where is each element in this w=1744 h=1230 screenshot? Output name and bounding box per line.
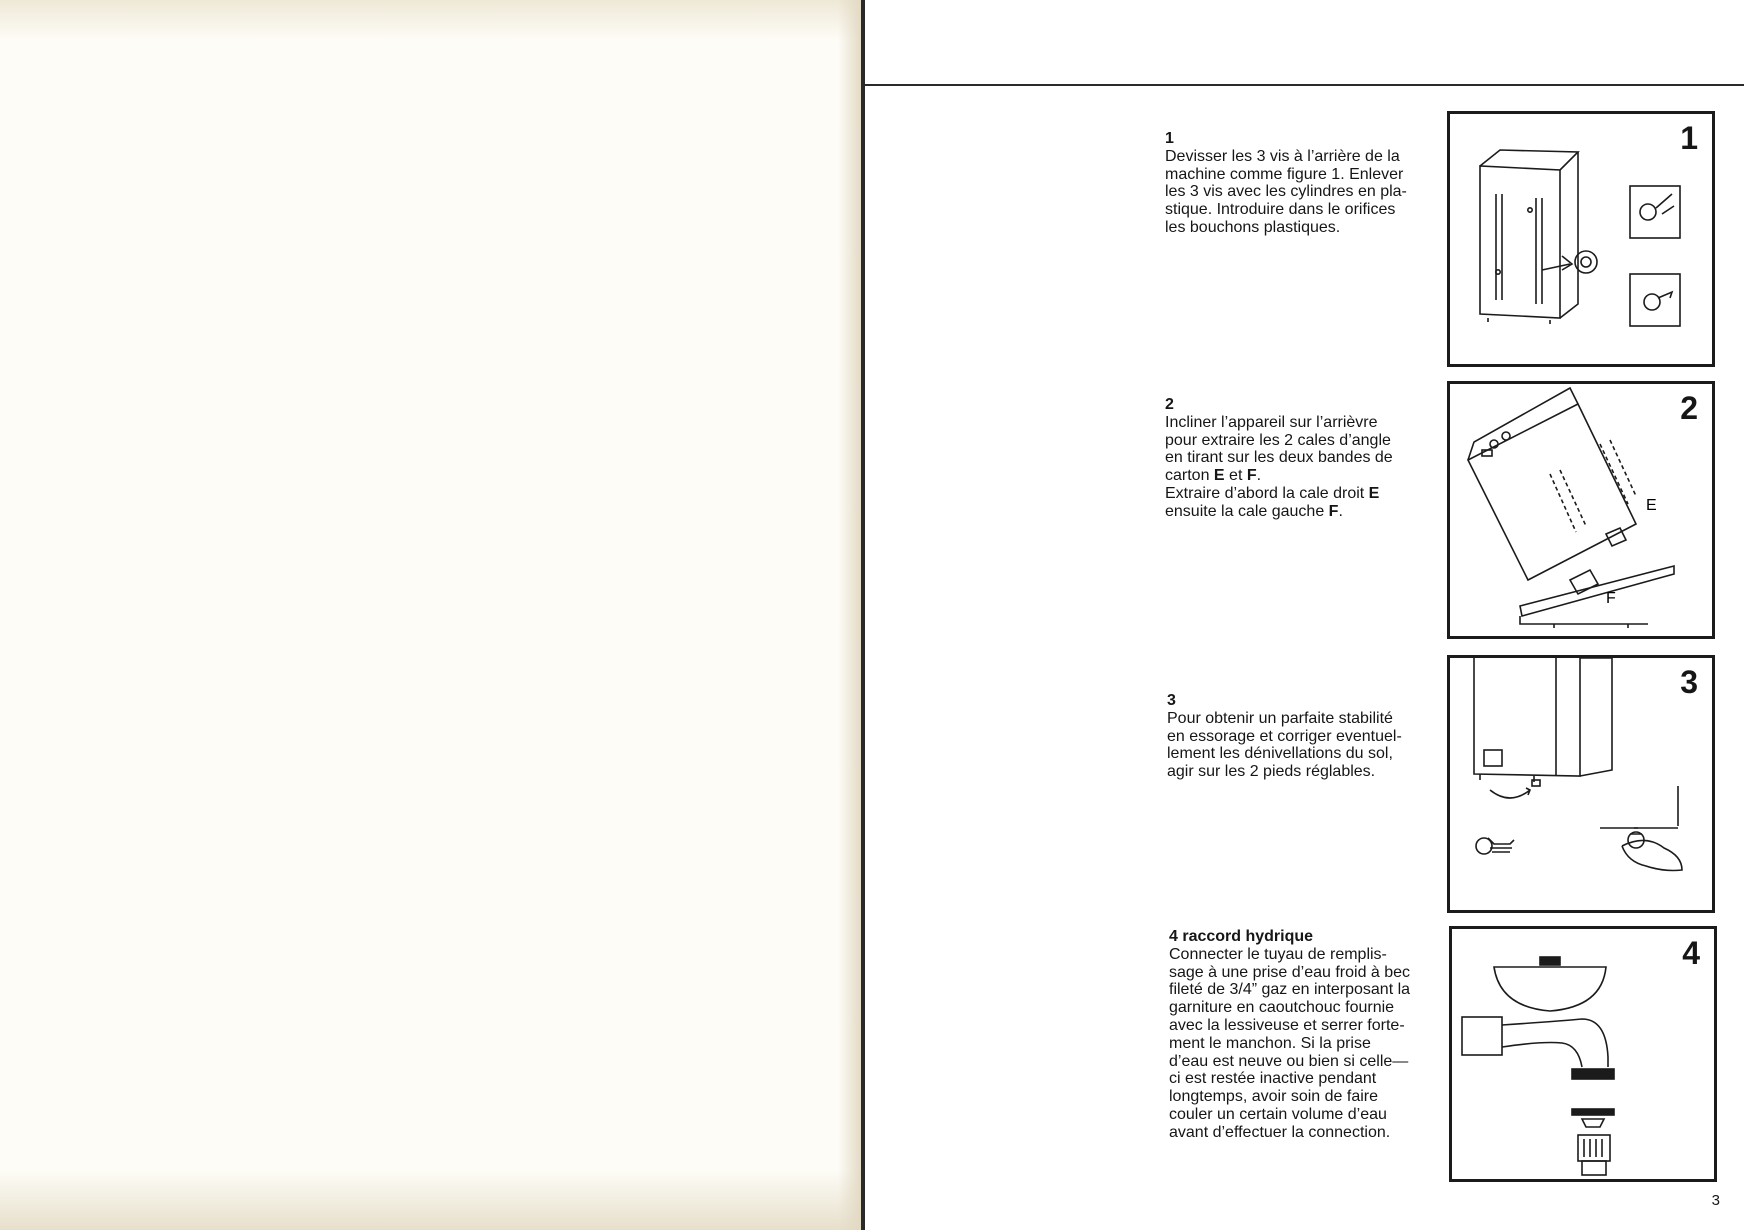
step-line: carton E et F. [1165,467,1262,485]
page-tint-top [0,0,862,40]
step-line: ment le manchon. Si la prise [1169,1034,1371,1052]
step-line: sage à une prise d’eau froid à bec [1169,963,1411,981]
step-line: en essorage et corriger eventuel- [1167,727,1402,745]
step-line: les 3 vis avec les cylindres en pla- [1165,183,1407,201]
figure-mark-e: E [1646,497,1657,514]
page-tint-bottom [0,1170,862,1230]
tilted-machine-corner-blocks-icon [1450,384,1712,636]
step-line: avec la lessiveuse et serrer forte- [1169,1016,1405,1034]
instruction-page [865,0,1744,1230]
figure-mark-f: F [1606,590,1616,607]
step-line: Pour obtenir un parfaite stabilité [1167,709,1393,727]
figure-number: 4 [1682,935,1700,971]
step-number: 2 [1165,396,1174,413]
step-line: machine comme figure 1. Enlever [1165,165,1404,183]
step-line: Connecter le tuyau de remplis- [1169,945,1387,963]
step-letter-emphasis: F [1328,502,1339,520]
step-line: avant d’effectuer la connection. [1169,1123,1391,1141]
step-1-text [1165,130,1427,237]
water-tap-connection-icon [1452,929,1714,1179]
step-letter-emphasis: E [1368,484,1380,502]
step-line: garniture en caoutchouc fournie [1169,999,1395,1017]
page-number: 3 [1711,1192,1720,1209]
step-2-text [1165,396,1427,521]
figure-number: 1 [1680,120,1698,156]
figure-1 [1447,111,1715,367]
figure-number: 3 [1680,664,1698,700]
step-line: en tirant sur les deux bandes de [1165,449,1393,467]
step-letter-emphasis: E [1213,467,1225,485]
step-line: Extraire d’abord la cale droit E [1165,484,1380,502]
washing-machine-rear-screws-icon [1450,114,1712,364]
step-number: 1 [1165,130,1174,147]
step-3-text [1167,692,1429,781]
step-line: les bouchons plastiques. [1165,218,1341,236]
step-line: agir sur les 2 pieds réglables. [1167,763,1376,781]
step-line: ensuite la cale gauche F. [1165,502,1343,520]
step-letter-emphasis: F [1246,467,1257,485]
figure-number: 2 [1680,390,1698,426]
step-4-text [1169,928,1431,1142]
figure-4 [1449,926,1717,1182]
step-line: Incliner l’appareil sur l’arrièvre [1165,413,1378,431]
adjustable-feet-icon [1450,658,1712,910]
step-line: stique. Introduire dans le orifices [1165,201,1396,219]
step-line: pour extraire les 2 cales d’angle [1165,431,1391,449]
step-line: d’eau est neuve ou bien si celle— [1169,1052,1409,1070]
step-line: fileté de 3/4” gaz en interposant la [1169,981,1411,999]
blank-left-page [0,0,862,1230]
page-tint-gutter [838,0,862,1230]
step-line: ci est restée inactive pendant [1169,1070,1377,1088]
step-line: couler un certain volume d’eau [1169,1105,1387,1123]
figure-3 [1447,655,1715,913]
step-line: Devisser les 3 vis à l’arrière de la [1165,147,1400,165]
step-number: 4 raccord hydrique [1169,928,1314,945]
step-line: longtemps, avoir soin de faire [1169,1088,1378,1106]
step-line: lement les dénivellations du sol, [1167,745,1393,763]
header-rule [865,84,1744,86]
step-number: 3 [1167,692,1176,709]
figure-2 [1447,381,1715,639]
